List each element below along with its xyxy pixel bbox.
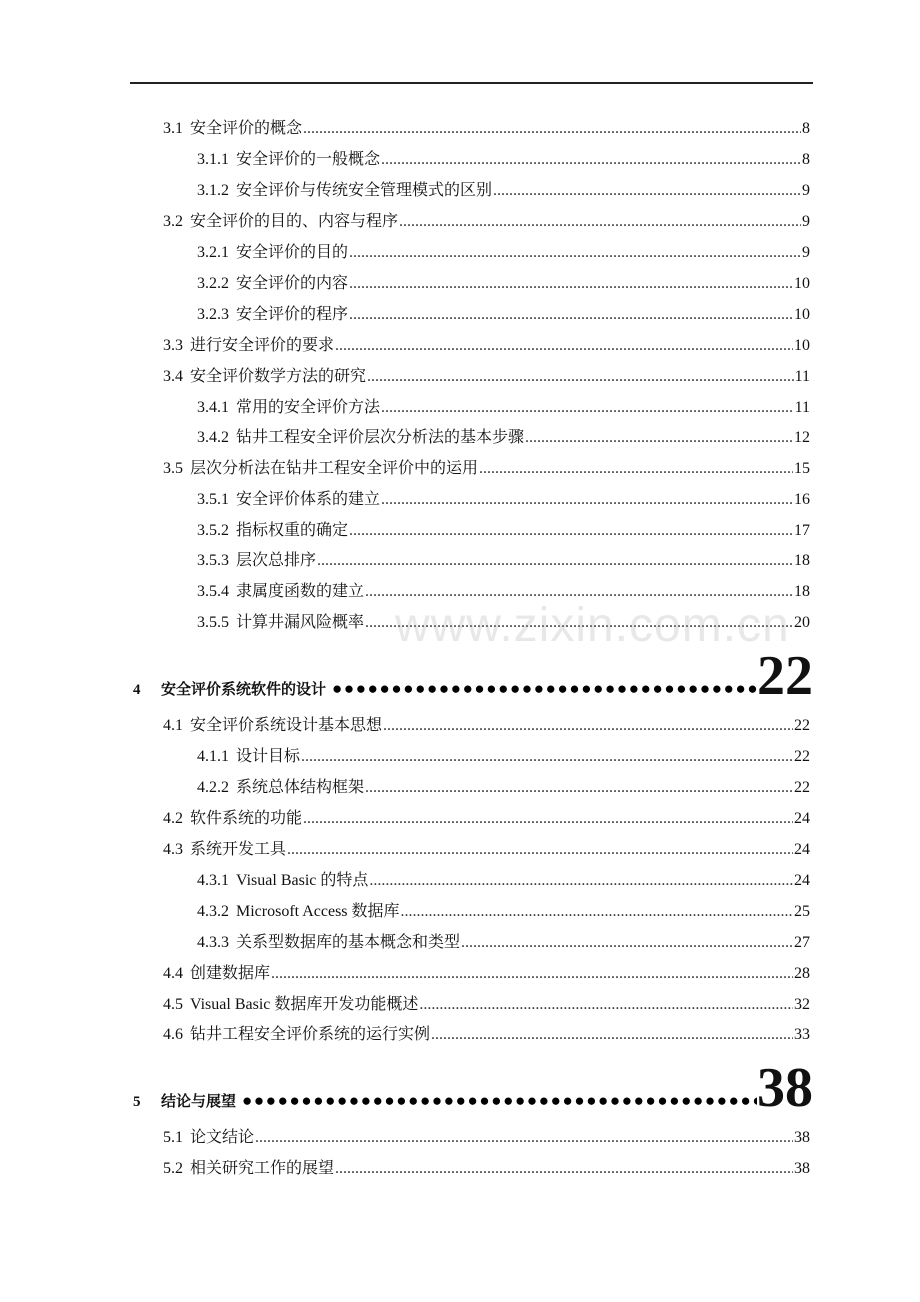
toc-page: 15 [794, 460, 810, 477]
toc-chapter-entry[interactable] [133, 1057, 813, 1119]
toc-page: 24 [794, 872, 810, 889]
toc-page: 9 [802, 244, 810, 261]
toc-number: 3.4.2 [197, 429, 229, 446]
toc-number: 4.3.1 [197, 872, 229, 889]
toc-leader [381, 150, 801, 170]
toc-title: 计算井漏风险概率 [236, 614, 365, 631]
toc-title: 设计目标 [236, 748, 301, 765]
toc-page: 10 [794, 306, 810, 323]
toc-title: Visual Basic 的特点 [236, 872, 369, 889]
toc-leader [255, 1128, 793, 1148]
watermark: www.zixin.com.cn [395, 599, 790, 652]
toc-entry[interactable] [197, 747, 810, 767]
toc-leader [419, 995, 793, 1015]
toc-title: 隶属度函数的建立 [236, 583, 365, 600]
toc-entry[interactable] [197, 933, 810, 953]
chapter-page: 38 [757, 1057, 813, 1119]
toc-page: 25 [794, 903, 810, 920]
toc-page: 22 [794, 779, 810, 796]
toc-leader [493, 181, 801, 201]
toc-number: 3.1.2 [197, 182, 229, 199]
toc-title: 安全评价的程序 [236, 306, 349, 323]
toc-leader [349, 274, 793, 294]
toc-page: 32 [794, 996, 810, 1013]
toc-number: 3.5.1 [197, 491, 229, 508]
toc-page: 10 [794, 275, 810, 292]
toc-entry[interactable] [163, 995, 810, 1015]
toc-entry[interactable] [197, 398, 810, 418]
toc-page: 24 [794, 841, 810, 858]
toc-page: 38 [794, 1160, 810, 1177]
toc-number: 3.5.4 [197, 583, 229, 600]
toc-entry[interactable] [163, 1025, 810, 1045]
toc-number: 3.5.5 [197, 614, 229, 631]
toc-title: 安全评价体系的建立 [236, 491, 381, 508]
toc-title: 系统总体结构框架 [236, 779, 365, 796]
toc-entry[interactable] [197, 305, 810, 325]
toc-page: 20 [794, 614, 810, 631]
toc-title: 系统开发工具 [190, 841, 287, 858]
toc-title: 相关研究工作的展望 [190, 1160, 335, 1177]
toc-entry[interactable] [163, 716, 810, 736]
toc-leader [383, 716, 793, 736]
toc-title: 安全评价系统设计基本思想 [190, 717, 383, 734]
toc-number: 4.2.2 [197, 779, 229, 796]
toc-entry[interactable] [163, 367, 810, 387]
toc-leader [381, 490, 793, 510]
toc-entry[interactable] [163, 336, 810, 356]
toc-number: 3.3 [163, 337, 183, 354]
toc-title: 论文结论 [190, 1129, 255, 1146]
toc-leader [287, 840, 793, 860]
toc-leader [303, 119, 801, 139]
toc-number: 4.4 [163, 965, 183, 982]
toc-page: 33 [794, 1026, 810, 1043]
toc-title: 常用的安全评价方法 [236, 399, 381, 416]
toc-number: 3.2.1 [197, 244, 229, 261]
toc-page: 10 [794, 337, 810, 354]
toc-leader [317, 551, 793, 571]
toc-title: 软件系统的功能 [190, 810, 303, 827]
toc-title: 安全评价的内容 [236, 275, 349, 292]
toc-number: 4.1.1 [197, 748, 229, 765]
toc-number: 5.1 [163, 1129, 183, 1146]
toc-entry[interactable] [163, 459, 810, 479]
toc-number: 4.3.3 [197, 934, 229, 951]
toc-leader [349, 521, 793, 541]
chapter-leader [242, 1091, 757, 1111]
toc-page: 22 [794, 748, 810, 765]
toc-leader [303, 809, 793, 829]
toc-number: 3.1.1 [197, 151, 229, 168]
toc-page: 18 [794, 552, 810, 569]
toc-number: 3.5.2 [197, 522, 229, 539]
toc-entry[interactable] [163, 1159, 810, 1179]
toc-entry[interactable] [197, 490, 810, 510]
toc-page: 8 [802, 151, 810, 168]
chapter-title: 安全评价系统软件的设计 [161, 680, 327, 698]
toc-entry[interactable] [197, 521, 810, 541]
toc-leader [335, 336, 793, 356]
toc-leader [381, 398, 794, 418]
toc-title: Visual Basic 数据库开发功能概述 [190, 996, 419, 1013]
toc-page: 9 [802, 213, 810, 230]
toc-page: 9 [802, 182, 810, 199]
toc-leader [335, 1159, 793, 1179]
toc-title: 指标权重的确定 [236, 522, 349, 539]
toc-number: 4.5 [163, 996, 183, 1013]
toc-title: 关系型数据库的基本概念和类型 [236, 934, 461, 951]
toc-page: 8 [802, 120, 810, 137]
toc-number: 4.2 [163, 810, 183, 827]
toc-entry[interactable] [163, 809, 810, 829]
toc-leader [461, 933, 793, 953]
toc-leader [399, 212, 801, 232]
toc-page: 12 [794, 429, 810, 446]
toc-title: 安全评价的概念 [190, 120, 303, 137]
chapter-number: 4 [133, 682, 141, 698]
toc-title: 安全评价的一般概念 [236, 151, 381, 168]
toc-entry[interactable] [197, 150, 810, 170]
toc-page: 22 [794, 717, 810, 734]
toc-page: 38 [794, 1129, 810, 1146]
toc-number: 4.3.2 [197, 903, 229, 920]
toc-leader [479, 459, 793, 479]
toc-leader [367, 367, 794, 387]
toc-leader [431, 1025, 793, 1045]
toc-leader [349, 243, 801, 263]
toc-leader [365, 778, 793, 798]
toc-number: 4.3 [163, 841, 183, 858]
chapter-leader [332, 679, 757, 699]
toc-entry[interactable] [197, 428, 810, 448]
toc-entry[interactable] [197, 902, 810, 922]
toc-number: 3.2.2 [197, 275, 229, 292]
toc-title: 安全评价数学方法的研究 [190, 368, 367, 385]
toc-number: 3.5 [163, 460, 183, 477]
toc-title: 进行安全评价的要求 [190, 337, 335, 354]
toc-number: 3.4.1 [197, 399, 229, 416]
toc-entry[interactable] [163, 119, 810, 139]
toc-page: 18 [794, 583, 810, 600]
toc-title: 安全评价与传统安全管理模式的区别 [236, 182, 493, 199]
toc-number: 4.6 [163, 1026, 183, 1043]
toc-title: 安全评价的目的 [236, 244, 349, 261]
toc-number: 3.4 [163, 368, 183, 385]
toc-leader [369, 871, 793, 891]
toc-page: 16 [794, 491, 810, 508]
chapter-page: 22 [757, 645, 813, 707]
toc-entry[interactable] [163, 840, 810, 860]
toc-leader [301, 747, 793, 767]
toc-chapter-entry[interactable] [133, 645, 813, 707]
chapter-title: 结论与展望 [161, 1092, 237, 1110]
toc-entry[interactable] [163, 1128, 810, 1148]
toc-entry[interactable] [197, 778, 810, 798]
toc-entry[interactable] [197, 551, 810, 571]
toc-entry[interactable] [163, 212, 810, 232]
toc-entry[interactable] [197, 243, 810, 263]
toc-page: 24 [794, 810, 810, 827]
toc-title: Microsoft Access 数据库 [236, 903, 400, 920]
toc-title: 创建数据库 [190, 965, 271, 982]
toc-entry[interactable] [163, 964, 810, 984]
toc-title: 层次总排序 [236, 552, 317, 569]
toc-leader [349, 305, 793, 325]
toc-title: 层次分析法在钻井工程安全评价中的运用 [190, 460, 479, 477]
toc-number: 3.2.3 [197, 306, 229, 323]
toc-title: 钻井工程安全评价层次分析法的基本步骤 [236, 429, 525, 446]
toc-leader [271, 964, 793, 984]
chapter-number: 5 [133, 1094, 141, 1110]
toc-number: 5.2 [163, 1160, 183, 1177]
toc-number: 4.1 [163, 717, 183, 734]
toc-page: 28 [794, 965, 810, 982]
toc-entry[interactable] [197, 181, 810, 201]
toc-number: 3.1 [163, 120, 183, 137]
toc-page: 17 [794, 522, 810, 539]
toc-number: 3.5.3 [197, 552, 229, 569]
toc-number: 3.2 [163, 213, 183, 230]
toc-leader [401, 902, 793, 922]
toc-title: 安全评价的目的、内容与程序 [190, 213, 399, 230]
toc-leader [525, 428, 793, 448]
toc-entry[interactable] [197, 274, 810, 294]
toc-page: 11 [794, 368, 810, 385]
toc-title: 钻井工程安全评价系统的运行实例 [190, 1026, 431, 1043]
toc-page: 27 [794, 934, 810, 951]
toc-entry[interactable] [197, 871, 810, 891]
toc-page: 11 [794, 399, 810, 416]
